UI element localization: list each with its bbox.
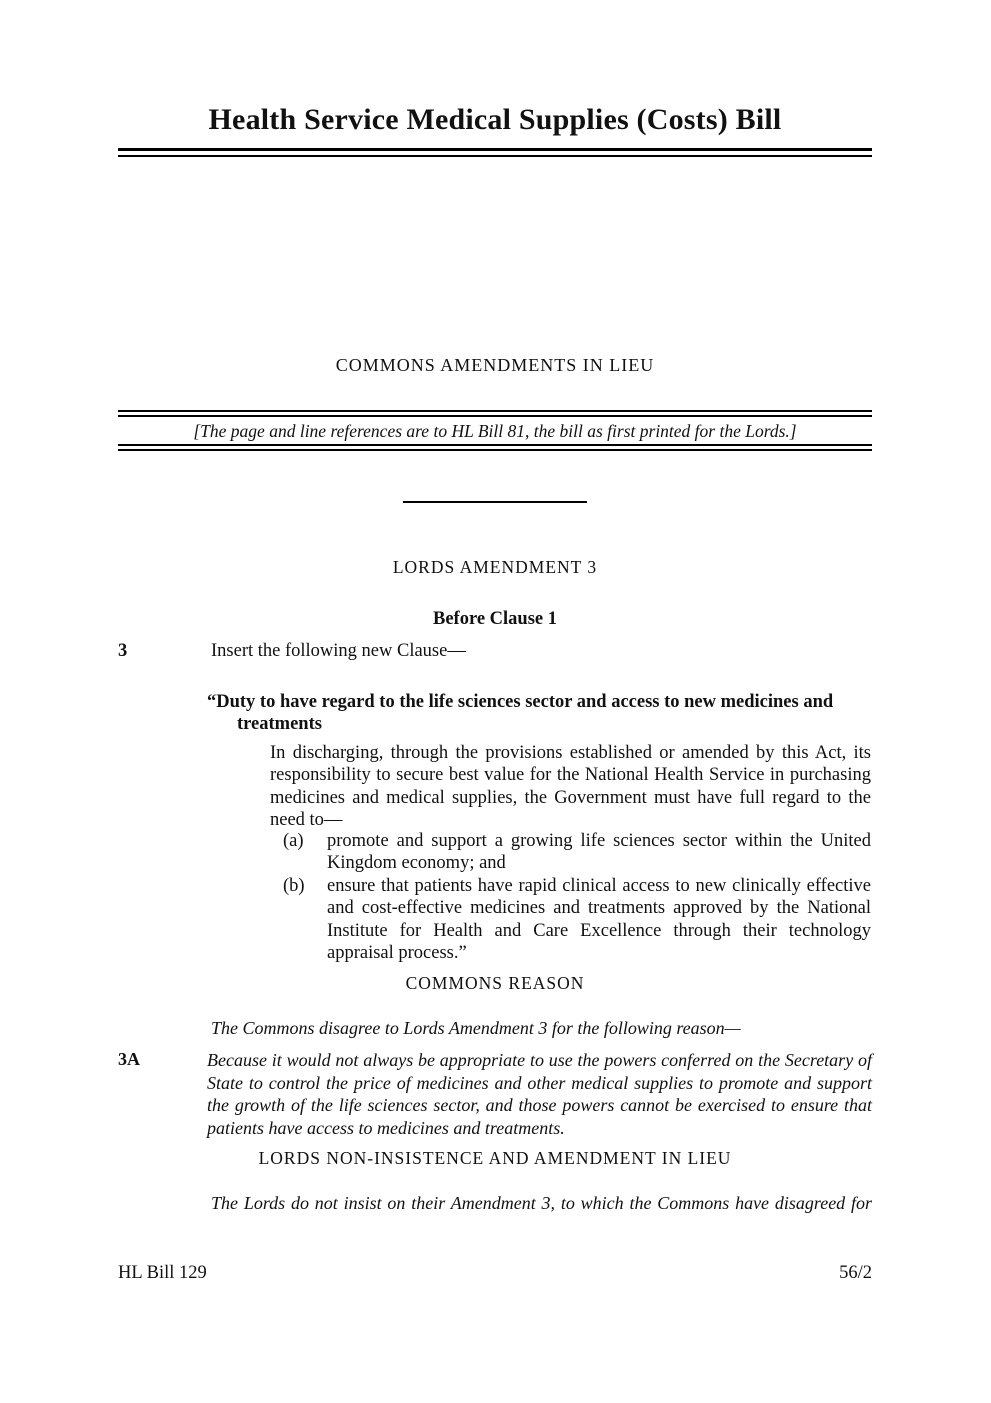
reference-note-top-rule [118,410,872,417]
non-insistence-heading: LORDS NON-INSISTENCE AND AMENDMENT IN LIEU [258,1148,732,1168]
reason-3a-block [118,1049,872,1139]
new-clause-list [283,830,871,964]
session-number: 56/2 [839,1263,872,1283]
before-clause-heading: Before Clause 1 [433,609,557,629]
list-item-b-marker: (b) [283,875,305,896]
commons-amendments-heading: COMMONS AMENDMENTS IN LIEU [335,355,655,375]
amendment-3-line [118,641,872,662]
non-insistence-text: The Lords do not insist on their Amendment 3, to which the Commons have disagreed for [211,1193,872,1213]
title-double-rule [118,148,872,157]
amendment-instruction: Insert the following new Clause— [211,641,466,661]
reference-note: [The page and line references are to HL Bill 81, the bill as first printed for the Lords.] [193,421,797,441]
list-item-b-text: ensure that patients have rapid clinical access to new clinically effective and cost-effective medicines and treatments approved by the National Institute for Health and Care Excellence through their technology appraisal process.” [327,875,871,964]
reason-number: 3A [118,1049,140,1069]
reference-note-bottom-rule [118,444,872,451]
list-item-a [283,830,871,875]
list-item-a-text: promote and support a growing life sciences sector within the United Kingdom economy; and [327,831,871,874]
new-clause-body: In discharging, through the provisions established or amended by this Act, its responsibility to secure best value for the National Health Service in purchasing medicines and medical supplies, the Government must have full regard to the need to— [270,743,871,831]
new-clause-title: “Duty to have regard to the life sciences sector and access to new medicines and treatments [207,692,834,734]
list-item-b [283,875,871,965]
section-divider-rule [403,501,587,503]
commons-reason-heading: COMMONS REASON [405,973,585,993]
bill-number: HL Bill 129 [118,1263,207,1283]
amendment-number: 3 [118,641,128,661]
reason-text: Because it would not always be appropriate to use the powers conferred on the Secretary of State to control the price of medicines and other medical supplies to promote and support the growth of the life sciences sector, and those powers cannot be exercised to ensure that patients have access to medicines and treatments. [207,1050,872,1138]
commons-reason-intro: The Commons disagree to Lords Amendment 3 for the following reason— [211,1018,741,1038]
page-footer [118,1263,872,1284]
page-title: Health Service Medical Supplies (Costs) Bill [208,103,782,136]
list-item-a-marker: (a) [283,831,304,851]
lords-amendment-heading: LORDS AMENDMENT 3 [392,557,598,577]
